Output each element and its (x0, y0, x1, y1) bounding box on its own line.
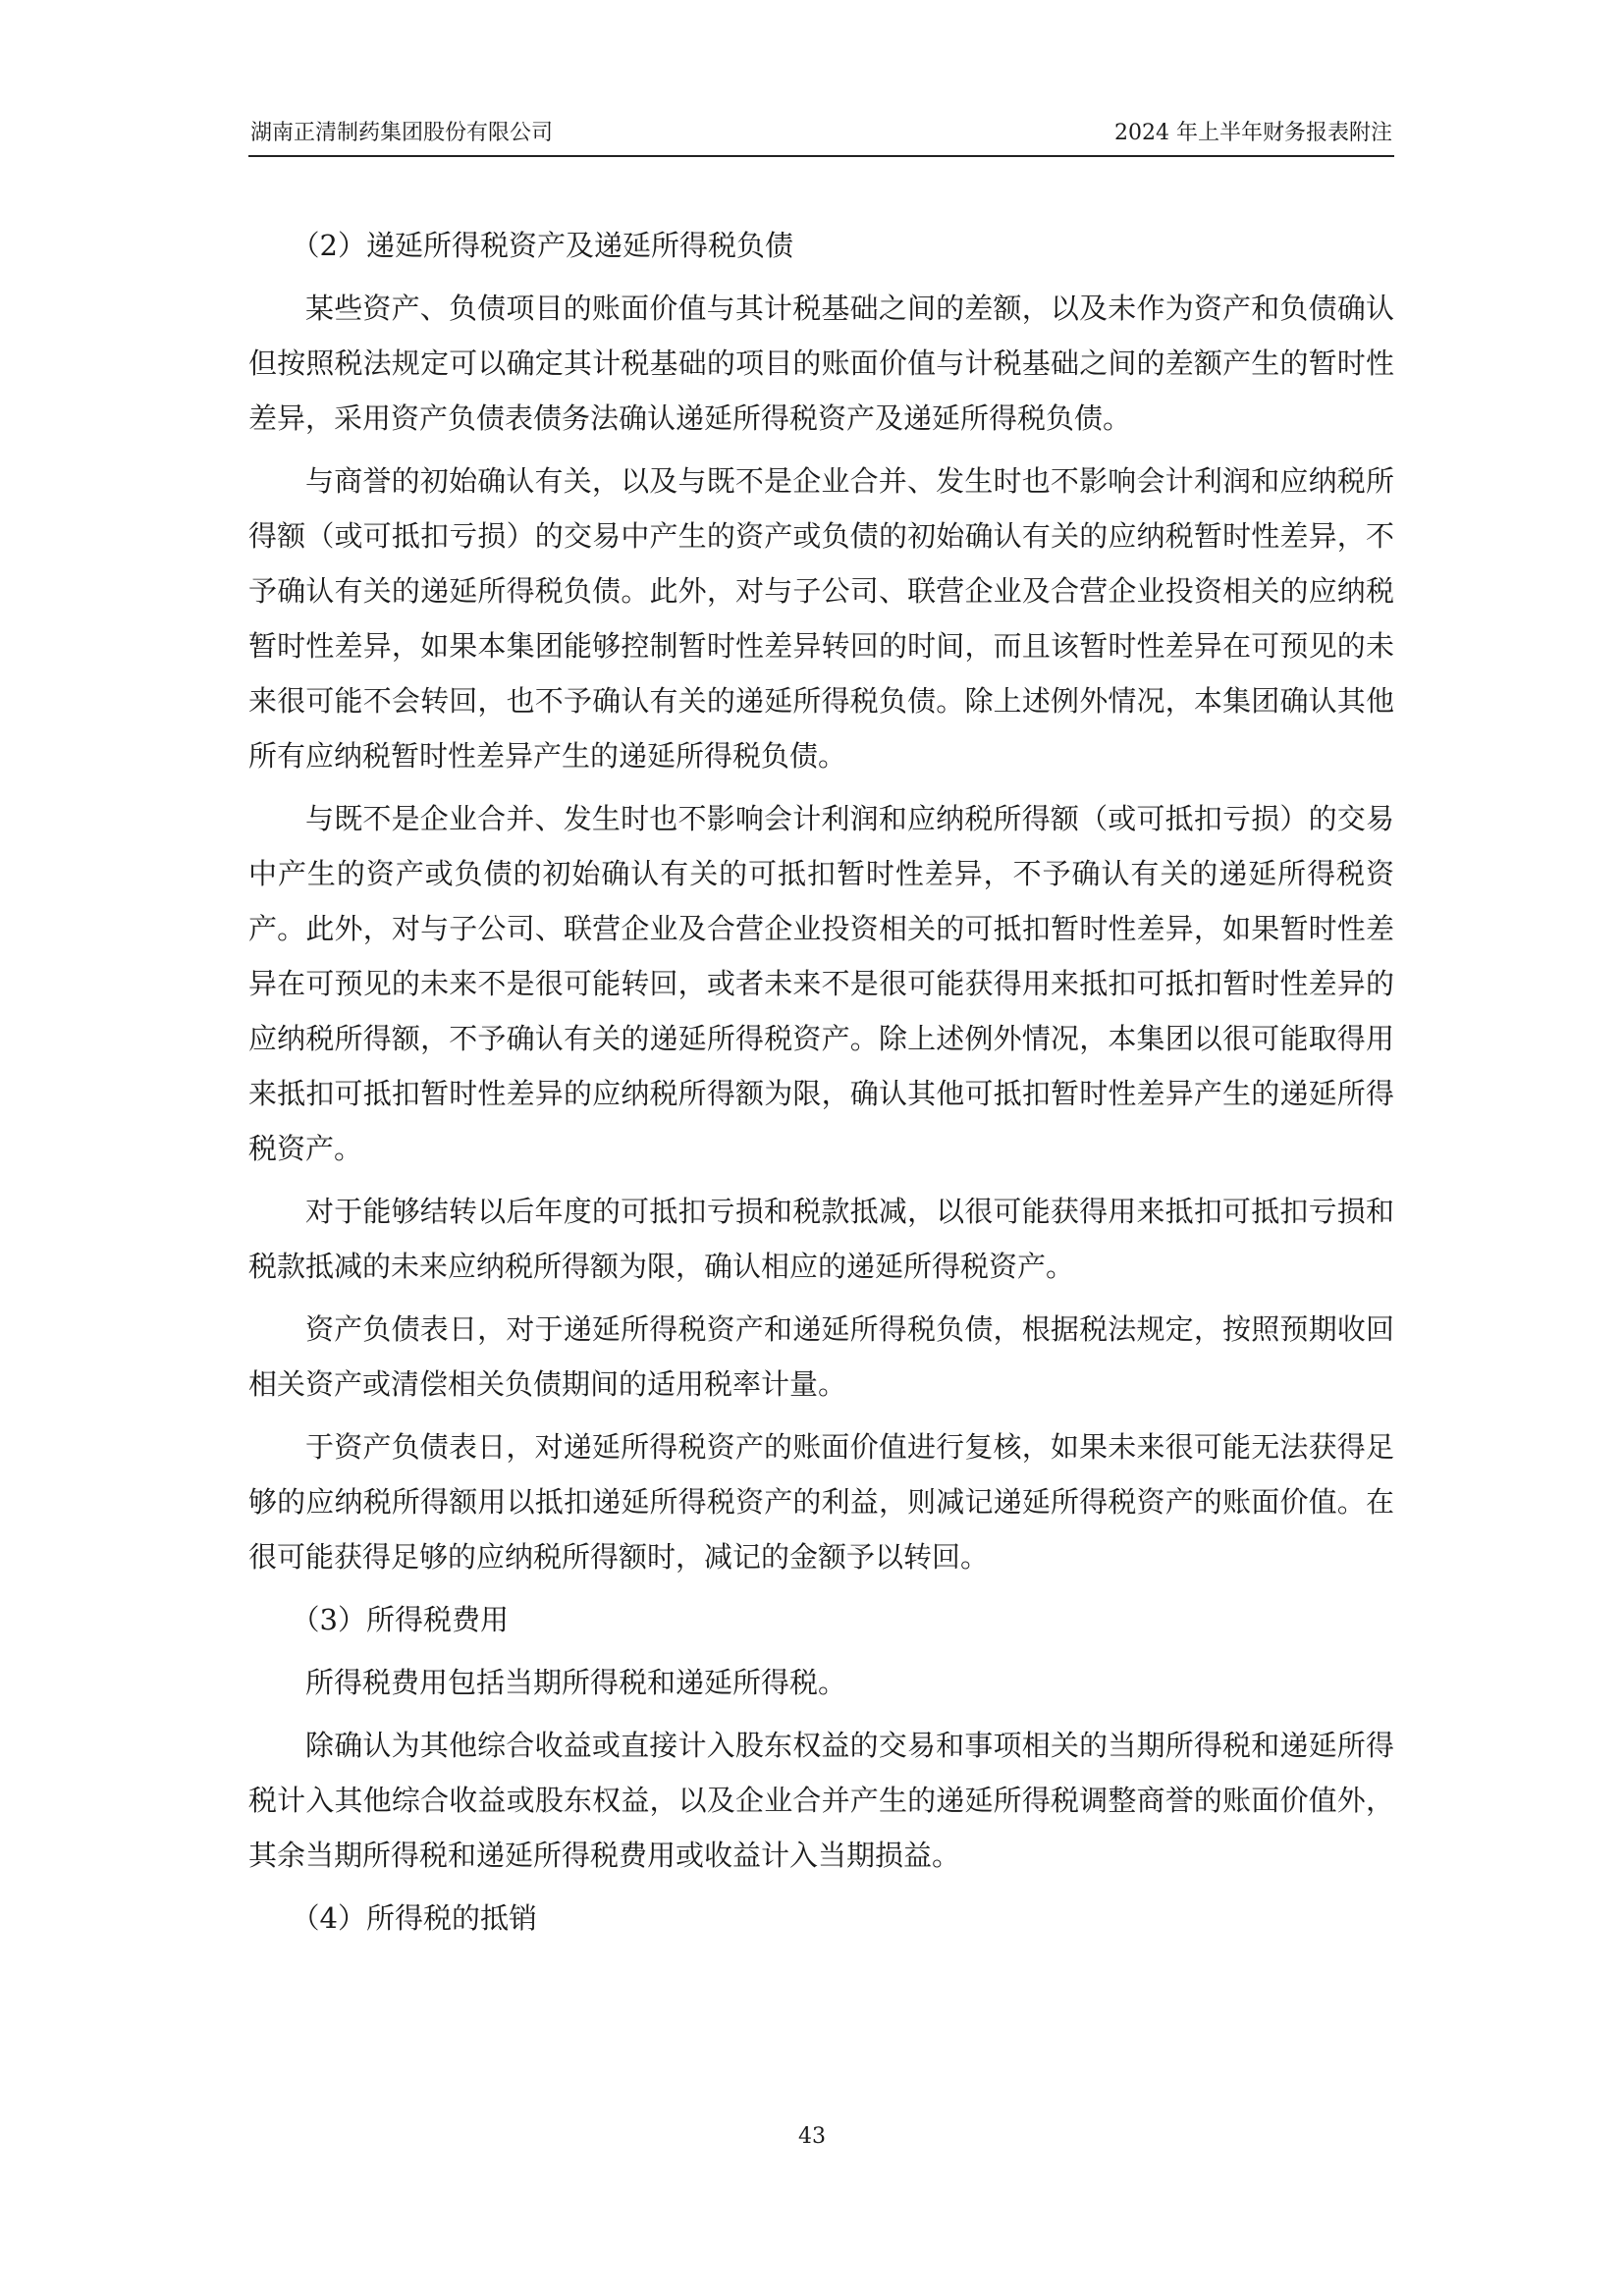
section-heading-deferred-tax: （2）递延所得税资产及递延所得税负债 (291, 229, 793, 262)
paragraph-tax-expense-components: 所得税费用包括当期所得税和递延所得税。 (305, 1666, 847, 1699)
document-body (248, 218, 1394, 1953)
paragraph-taxable-differences: 与商誉的初始确认有关，以及与既不是企业合并、发生时也不影响会计利润和应纳税所得额（或可抵扣亏损）的交易中产生的资产或负债的初始确认有关的应纳税暂时性差异，不予确认有关的递延所得税负债。此外，对与子公司、联营企业及合营企业投资相关的应纳税暂时性差异，如果本集团能够控制暂时性差异转回的时间，而且该暂时性差异在可预见的未来很可能不会转回，也不予确认有关的递延所得税负债。除上述例外情况，本集团确认其他所有应纳税暂时性差异产生的递延所得税负债。 (248, 464, 1394, 773)
header-company-name: 湖南正清制药集团股份有限公司 (250, 121, 554, 145)
paragraph-tax-rate-measurement: 资产负债表日，对于递延所得税资产和递延所得税负债，根据税法规定，按照预期收回相关资产或清偿相关负债期间的适用税率计量。 (248, 1312, 1394, 1401)
paragraph-tax-recognition: 除确认为其他综合收益或直接计入股东权益的交易和事项相关的当期所得税和递延所得税计入其他综合收益或股东权益，以及企业合并产生的递延所得税调整商誉的账面价值外，其余当期所得税和递延所得税费用或收益计入当期损益。 (248, 1729, 1394, 1872)
page-header (250, 116, 1392, 151)
page-number: 43 (798, 2124, 826, 2149)
header-divider (248, 155, 1394, 157)
paragraph-temporary-differences: 某些资产、负债项目的账面价值与其计税基础之间的差额，以及未作为资产和负债确认但按照税法规定可以确定其计税基础的项目的账面价值与计税基础之间的差额产生的暂时性差异，采用资产负债表债务法确认递延所得税资产及递延所得税负债。 (248, 292, 1394, 435)
section-heading-income-tax-expense: （3）所得税费用 (291, 1603, 509, 1636)
paragraph-carrying-amount-review: 于资产负债表日，对递延所得税资产的账面价值进行复核，如果未来很可能无法获得足够的应纳税所得额用以抵扣递延所得税资产的利益，则减记递延所得税资产的账面价值。在很可能获得足够的应纳税所得额时，减记的金额予以转回。 (248, 1430, 1394, 1574)
paragraph-deductible-differences: 与既不是企业合并、发生时也不影响会计利润和应纳税所得额（或可抵扣亏损）的交易中产生的资产或负债的初始确认有关的可抵扣暂时性差异，不予确认有关的递延所得税资产。此外，对与子公司、联营企业及合营企业投资相关的可抵扣暂时性差异，如果暂时性差异在可预见的未来不是很可能转回，或者未来不是很可能获得用来抵扣可抵扣暂时性差异的应纳税所得额，不予确认有关的递延所得税资产。除上述例外情况，本集团以很可能取得用来抵扣可抵扣暂时性差异的应纳税所得额为限，确认其他可抵扣暂时性差异产生的递延所得税资产。 (248, 802, 1394, 1165)
paragraph-loss-carryforward: 对于能够结转以后年度的可抵扣亏损和税款抵减，以很可能获得用来抵扣可抵扣亏损和税款抵减的未来应纳税所得额为限，确认相应的递延所得税资产。 (248, 1195, 1394, 1283)
header-report-title: 2024 年上半年财务报表附注 (1114, 121, 1392, 145)
section-heading-tax-offset: （4）所得税的抵销 (291, 1901, 537, 1935)
